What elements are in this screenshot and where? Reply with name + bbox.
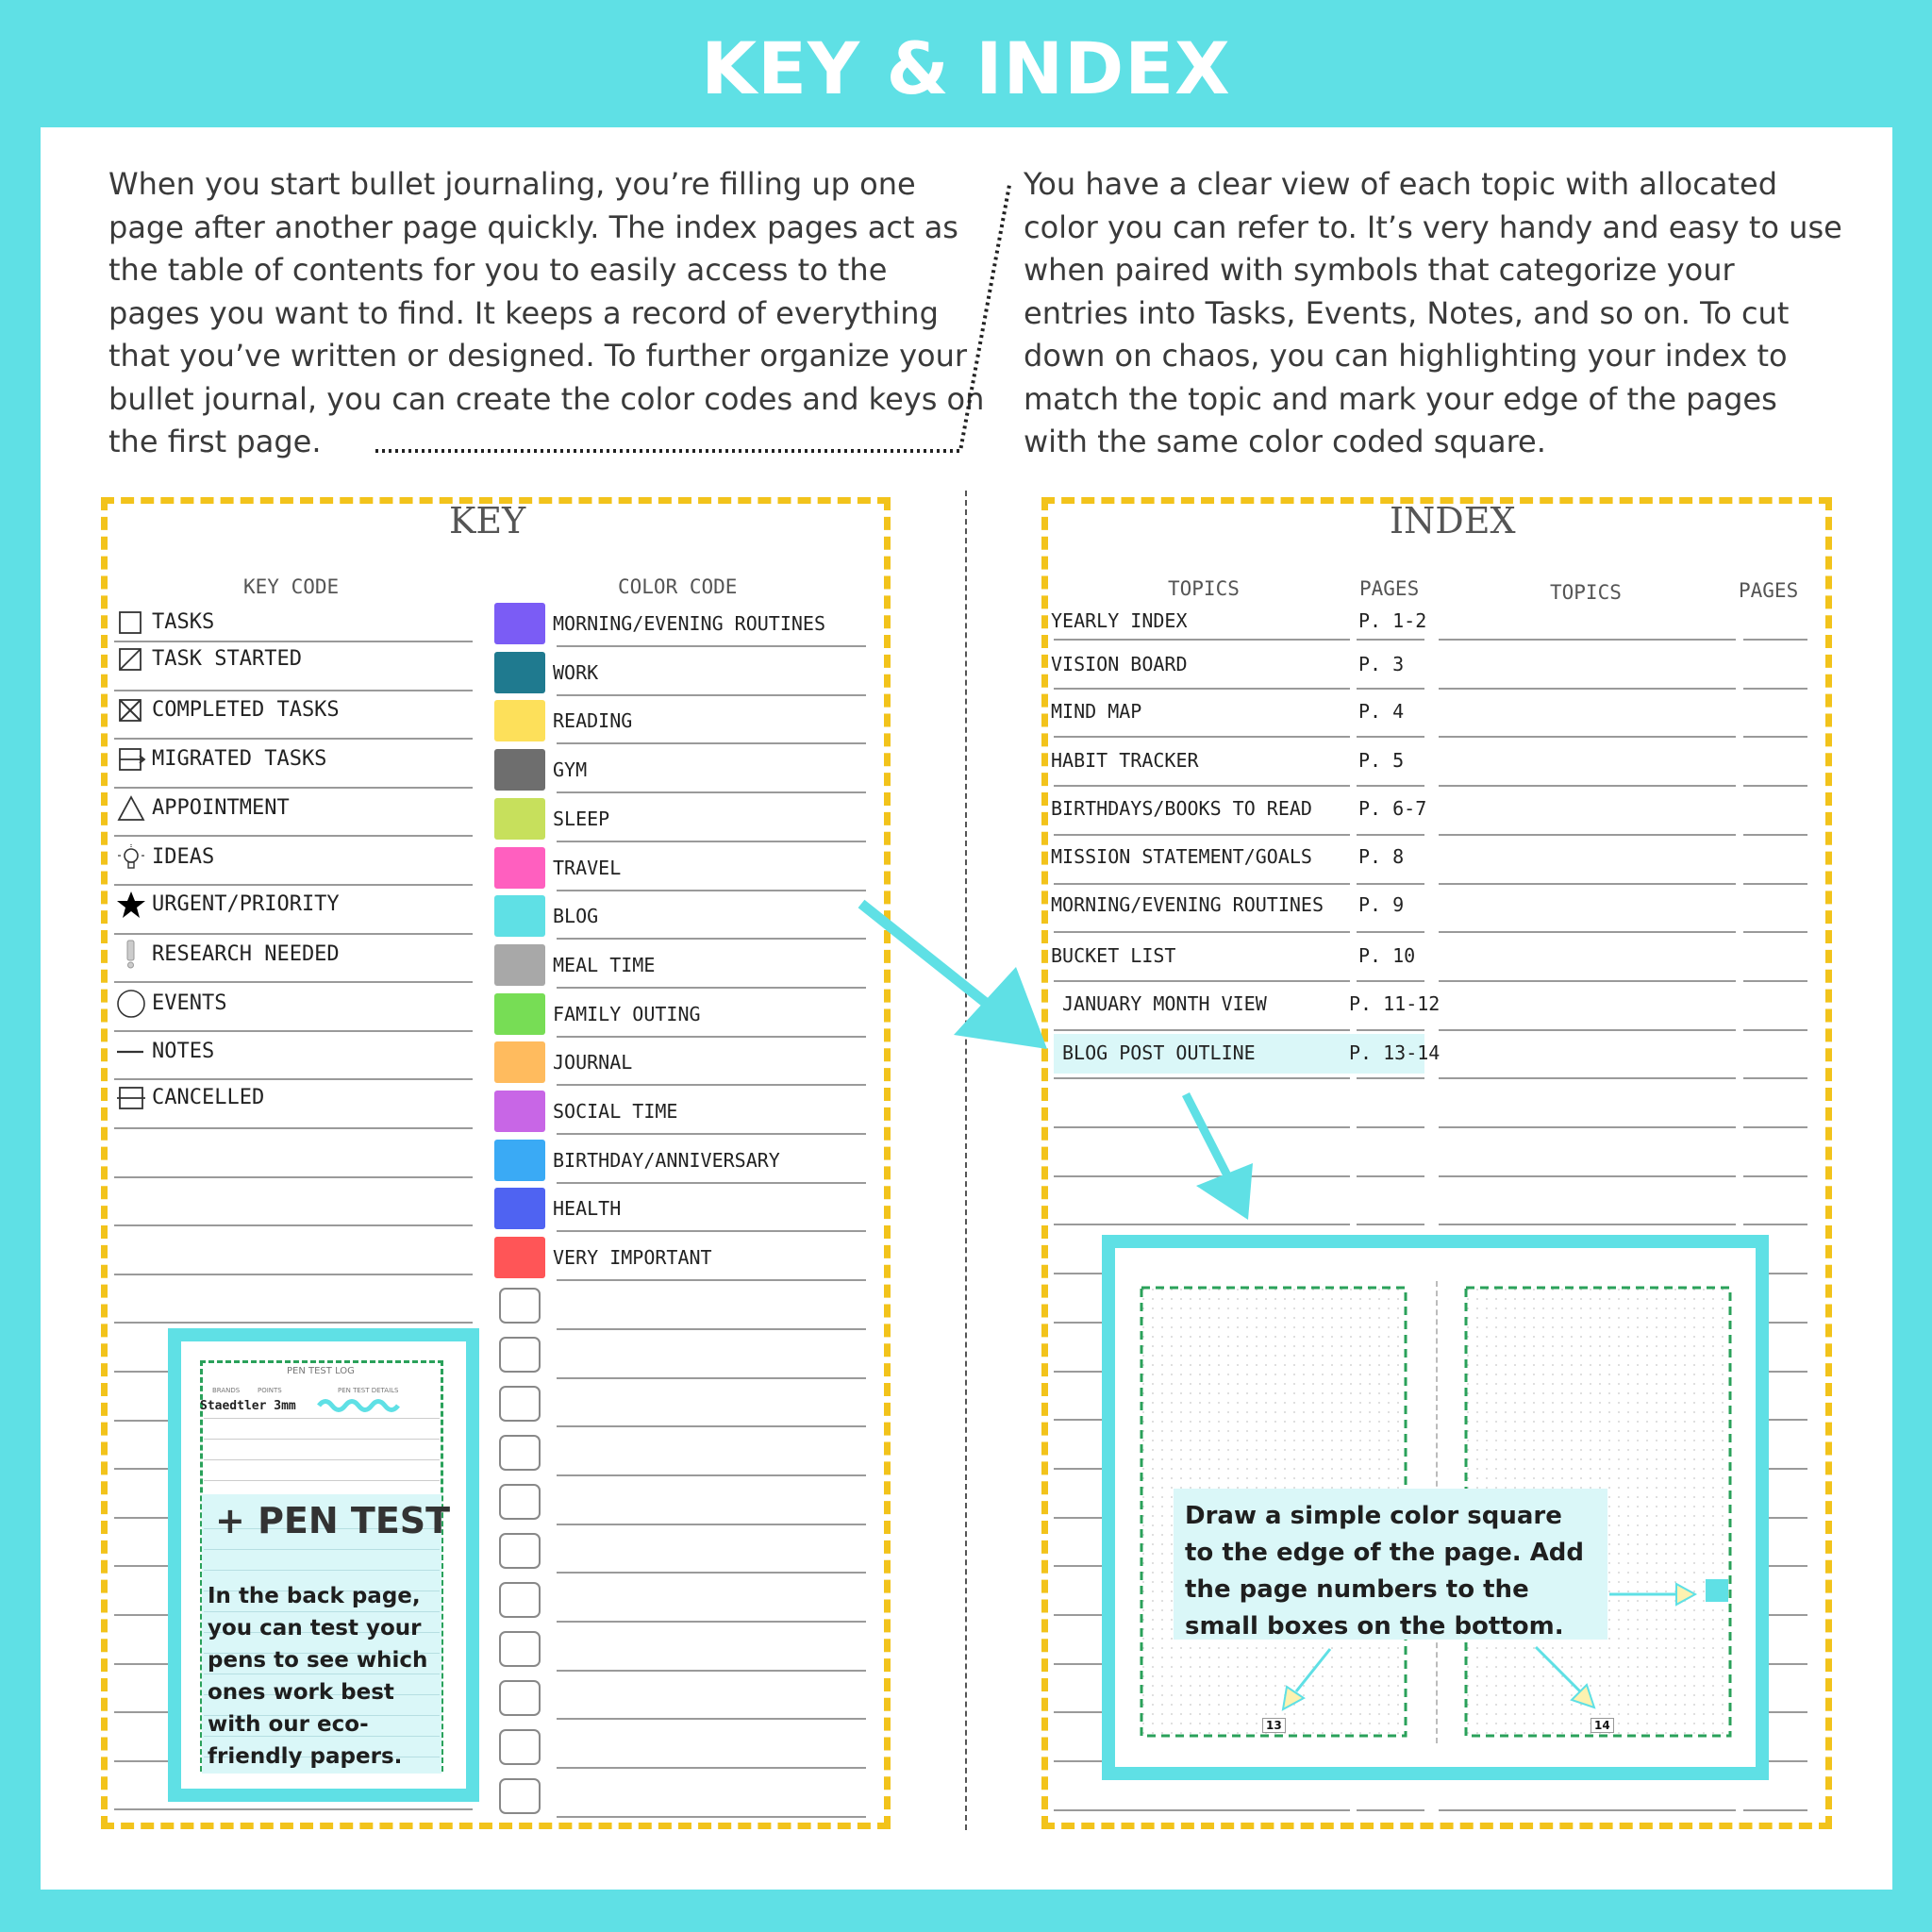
index-rule-line <box>1743 1175 1807 1177</box>
color-rule-line <box>557 1425 866 1427</box>
color-code-label: SOCIAL TIME <box>553 1100 678 1123</box>
exclamation-icon <box>117 941 145 969</box>
pen-log-line <box>204 1570 440 1571</box>
color-swatch <box>494 1188 545 1229</box>
pen-test-title: + PEN TEST <box>215 1500 451 1541</box>
migrated-checkbox-icon <box>117 745 145 774</box>
pen-test-body: In the back page, you can test your pens to see which ones work best with our eco-friendly papers. <box>208 1584 428 1769</box>
index-rule-line <box>1743 1126 1807 1128</box>
empty-color-box <box>499 1484 541 1520</box>
color-code-label: BIRTHDAY/ANNIVERSARY <box>553 1148 780 1172</box>
index-topic: VISION BOARD <box>1051 653 1188 675</box>
color-swatch <box>494 603 545 644</box>
key-code-label: RESEARCH NEEDED <box>152 942 340 966</box>
center-divider <box>965 491 967 1830</box>
key-rule-line <box>114 1078 473 1080</box>
color-rule-line <box>557 1182 866 1184</box>
key-rule-line <box>114 1322 473 1324</box>
star-icon <box>117 891 145 919</box>
tip-text: Draw a simple color square to the edge of the page. Add the page numbers to the small boxes on the bottom. <box>1174 1489 1607 1640</box>
index-rule-line <box>1054 736 1350 738</box>
color-rule-line <box>557 1767 866 1769</box>
index-rule-line <box>1743 1029 1807 1031</box>
index-topic: HABIT TRACKER <box>1051 749 1199 772</box>
color-rule-line <box>557 1279 866 1281</box>
index-rule-line <box>1054 1224 1350 1225</box>
circle-icon <box>117 990 145 1018</box>
index-rule-line <box>1439 1077 1736 1079</box>
index-topics-header: TOPICS <box>1168 577 1240 600</box>
index-pages: P. 3 <box>1358 653 1405 675</box>
empty-color-box <box>499 1729 541 1765</box>
index-rule-line <box>1357 931 1424 933</box>
key-code-label: CANCELLED <box>152 1086 265 1109</box>
key-code-label: EVENTS <box>152 991 227 1015</box>
index-rule-line <box>1743 1224 1807 1225</box>
index-rule-line <box>1054 1126 1350 1128</box>
index-rule-line <box>1743 736 1807 738</box>
color-rule-line <box>557 1670 866 1672</box>
index-rule-line <box>1054 1029 1350 1031</box>
index-topic: MISSION STATEMENT/GOALS <box>1051 845 1312 868</box>
key-rule-line <box>114 933 473 935</box>
pen-test-col-points: POINTS <box>258 1387 282 1394</box>
color-rule-line <box>557 1230 866 1232</box>
index-rule-line <box>1439 883 1736 885</box>
key-page-title: KEY <box>449 500 526 541</box>
key-code-label: TASKS <box>152 610 215 634</box>
index-topic: MIND MAP <box>1051 700 1142 723</box>
color-rule-line <box>557 890 866 891</box>
page-number-right: 14 <box>1591 1718 1614 1733</box>
index-rule-line <box>1357 1029 1424 1031</box>
pen-test-log-title: PEN TEST LOG <box>287 1366 355 1376</box>
color-swatch <box>494 895 545 937</box>
index-rule-line <box>1357 688 1424 690</box>
cancelled-checkbox-icon <box>117 1084 145 1112</box>
index-rule-line <box>1357 883 1424 885</box>
empty-color-box <box>499 1631 541 1667</box>
color-rule-line <box>557 938 866 940</box>
key-code-label: TASK STARTED <box>152 647 302 671</box>
color-code-label: MORNING/EVENING ROUTINES <box>553 612 825 635</box>
color-code-label: GYM <box>553 758 588 782</box>
key-rule-line <box>114 738 473 740</box>
color-rule-line <box>557 1474 866 1476</box>
key-rule-line <box>114 835 473 837</box>
key-rule-line <box>114 981 473 983</box>
pen-log-line <box>204 1418 440 1419</box>
index-rule-line <box>1054 1077 1350 1079</box>
index-rule-line <box>1743 688 1807 690</box>
index-pages: P. 9 <box>1358 893 1405 916</box>
index-topic: MORNING/EVENING ROUTINES <box>1051 893 1324 916</box>
empty-color-box <box>499 1337 541 1373</box>
color-rule-line <box>557 1718 866 1720</box>
color-code-label: SLEEP <box>553 807 610 830</box>
color-code-label: JOURNAL <box>553 1051 633 1074</box>
color-rule-line <box>557 791 866 793</box>
half-checkbox-icon <box>117 645 145 674</box>
index-rule-line <box>1054 1175 1350 1177</box>
color-rule-line <box>557 1377 866 1379</box>
page-number-left: 13 <box>1262 1718 1286 1733</box>
key-rule-line <box>114 1127 473 1129</box>
index-topic: BLOG POST OUTLINE <box>1062 1041 1256 1064</box>
key-rule-line <box>114 641 473 642</box>
color-code-label: HEALTH <box>553 1197 622 1221</box>
index-topic: BIRTHDAYS/BOOKS TO READ <box>1051 797 1312 820</box>
key-rule-line <box>114 1224 473 1226</box>
color-swatch <box>494 1041 545 1083</box>
empty-color-box <box>499 1288 541 1324</box>
color-rule-line <box>557 1036 866 1038</box>
index-rule-line <box>1439 1126 1736 1128</box>
crossed-checkbox-icon <box>117 696 145 724</box>
key-code-label: NOTES <box>152 1040 215 1063</box>
intro-right-text: You have a clear view of each topic with allocated color you can refer to. It’s very handy and easy to use when paired with symbols that categorize your entries into Tasks, Events, Notes, and so on. To cut down on chaos, you can highlighting your index to match the topic and mark your edge of the pages with the same color coded square. <box>1024 166 1842 459</box>
index-pages: P. 10 <box>1358 944 1416 967</box>
index-rule-line <box>1439 1224 1736 1225</box>
index-rule-line <box>1439 834 1736 836</box>
color-swatch <box>494 798 545 840</box>
key-code-label: IDEAS <box>152 845 215 869</box>
empty-color-box <box>499 1533 541 1569</box>
index-rule-line <box>1439 1809 1736 1811</box>
empty-color-box <box>499 1582 541 1618</box>
color-code-label: MEAL TIME <box>553 953 656 976</box>
color-swatch <box>494 652 545 693</box>
index-rule-line <box>1357 1809 1424 1811</box>
key-code-label: APPOINTMENT <box>152 796 290 820</box>
index-rule-line <box>1357 1175 1424 1177</box>
page-title: KEY & INDEX <box>701 26 1231 110</box>
index-rule-line <box>1439 931 1736 933</box>
index-rule-line <box>1743 1809 1807 1811</box>
color-code-label: VERY IMPORTANT <box>553 1246 712 1270</box>
key-rule-line <box>114 787 473 789</box>
triangle-icon <box>117 794 145 823</box>
color-rule-line <box>557 841 866 842</box>
color-swatch <box>494 749 545 791</box>
color-code-header: COLOR CODE <box>618 575 738 598</box>
color-code-label: TRAVEL <box>553 856 622 879</box>
key-rule-line <box>114 1274 473 1275</box>
index-page-title: INDEX <box>1390 500 1516 541</box>
index-rule-line <box>1439 1029 1736 1031</box>
color-rule-line <box>557 1524 866 1525</box>
dash-icon <box>117 1038 145 1066</box>
index-rule-line <box>1054 931 1350 933</box>
color-swatch <box>494 1140 545 1181</box>
color-swatch <box>494 847 545 889</box>
index-rule-line <box>1357 834 1424 836</box>
pen-test-col-brands: BRANDS <box>212 1387 241 1394</box>
index-rule-line <box>1357 1224 1424 1225</box>
index-rule-line <box>1357 639 1424 641</box>
color-rule-line <box>557 694 866 696</box>
key-code-label: URGENT/PRIORITY <box>152 892 340 916</box>
color-swatch <box>494 993 545 1035</box>
index-pages: P. 13-14 <box>1349 1041 1441 1064</box>
index-pages: P. 6-7 <box>1358 797 1427 820</box>
index-rule-line <box>1439 1175 1736 1177</box>
color-rule-line <box>557 1816 866 1818</box>
pen-squiggle <box>319 1396 413 1415</box>
index-rule-line <box>1357 980 1424 982</box>
index-topic: JANUARY MONTH VIEW <box>1062 992 1267 1015</box>
color-code-label: WORK <box>553 660 599 684</box>
key-code-label: COMPLETED TASKS <box>152 698 340 722</box>
empty-color-box <box>499 1778 541 1814</box>
index-topics-header-2: TOPICS <box>1550 581 1622 604</box>
index-pages: P. 8 <box>1358 845 1405 868</box>
edge-color-square <box>1706 1579 1728 1602</box>
index-rule-line <box>1054 688 1350 690</box>
index-rule-line <box>1054 639 1350 641</box>
color-rule-line <box>557 1572 866 1574</box>
index-rule-line <box>1054 980 1350 982</box>
pen-log-line <box>204 1480 440 1481</box>
index-rule-line <box>1439 785 1736 787</box>
color-rule-line <box>557 1084 866 1086</box>
index-pages: P. 5 <box>1358 749 1405 772</box>
index-rule-line <box>1054 1809 1350 1811</box>
index-rule-line <box>1439 688 1736 690</box>
index-rule-line <box>1357 736 1424 738</box>
index-rule-line <box>1743 980 1807 982</box>
index-rule-line <box>1357 1077 1424 1079</box>
color-rule-line <box>557 742 866 744</box>
index-topic: BUCKET LIST <box>1051 944 1176 967</box>
index-rule-line <box>1743 931 1807 933</box>
color-swatch <box>494 700 545 741</box>
lightbulb-icon <box>117 843 145 872</box>
index-rule-line <box>1743 639 1807 641</box>
color-rule-line <box>557 645 866 647</box>
color-code-label: READING <box>553 709 633 733</box>
empty-color-box <box>499 1435 541 1471</box>
index-rule-line <box>1054 785 1350 787</box>
pen-test-col-details: PEN TEST DETAILS <box>338 1387 399 1394</box>
index-rule-line <box>1054 834 1350 836</box>
pen-test-sample-entry: Staedtler 3mm <box>200 1399 296 1413</box>
index-pages: P. 4 <box>1358 700 1405 723</box>
index-pages-header: PAGES <box>1359 577 1420 600</box>
key-code-header: KEY CODE <box>243 575 340 598</box>
color-rule-line <box>557 1621 866 1623</box>
index-rule-line <box>1743 834 1807 836</box>
index-rule-line <box>1357 785 1424 787</box>
index-rule-line <box>1743 785 1807 787</box>
pen-log-line <box>204 1439 440 1440</box>
empty-checkbox-icon <box>117 608 145 637</box>
index-rule-line <box>1357 1126 1424 1128</box>
key-code-label: MIGRATED TASKS <box>152 747 327 771</box>
color-code-label: FAMILY OUTING <box>553 1002 701 1025</box>
index-rule-line <box>1439 639 1736 641</box>
color-code-label: BLOG <box>553 905 599 928</box>
index-rule-line <box>1743 883 1807 885</box>
empty-color-box <box>499 1680 541 1716</box>
index-rule-line <box>1743 1077 1807 1079</box>
index-pages-header-2: PAGES <box>1739 579 1799 602</box>
key-rule-line <box>114 1176 473 1178</box>
pen-log-line <box>204 1459 440 1460</box>
color-swatch <box>494 1237 545 1278</box>
intro-left-text: When you start bullet journaling, you’re filling up one page after another page quickly. The index pages act as the table of contents for you to easily access to the pages you want to find. It keeps a record of everything that you’ve written or designed. To further organize your bullet journal, you can create the color codes and keys on the first page. <box>108 166 985 459</box>
index-topic: YEARLY INDEX <box>1051 609 1188 632</box>
index-pages: P. 11-12 <box>1349 992 1441 1015</box>
color-rule-line <box>557 1328 866 1330</box>
index-rule-line <box>1054 883 1350 885</box>
index-pages: P. 1-2 <box>1358 609 1427 632</box>
key-rule-line <box>114 690 473 691</box>
key-rule-line <box>114 1030 473 1032</box>
key-rule-line <box>114 1808 473 1810</box>
color-swatch <box>494 1091 545 1132</box>
color-rule-line <box>557 987 866 989</box>
index-rule-line <box>1439 736 1736 738</box>
empty-color-box <box>499 1386 541 1422</box>
color-rule-line <box>557 1133 866 1135</box>
key-rule-line <box>114 884 473 886</box>
color-swatch <box>494 944 545 986</box>
index-rule-line <box>1439 980 1736 982</box>
pen-log-line <box>204 1549 440 1550</box>
